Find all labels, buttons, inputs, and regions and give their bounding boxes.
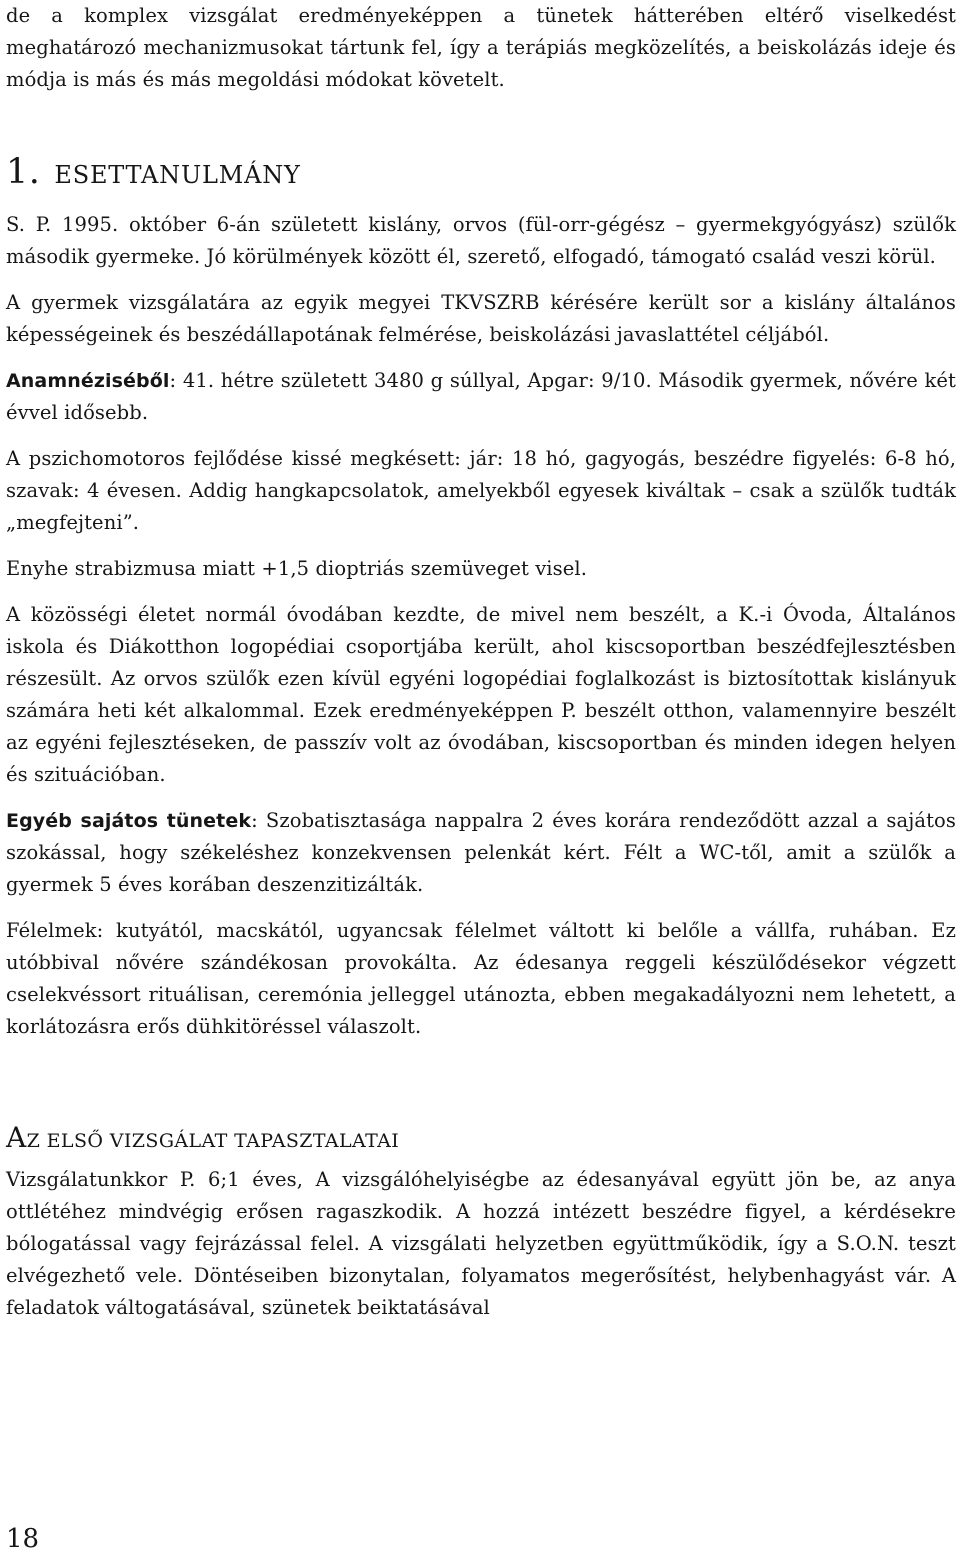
section-title: ESETTANULMÁNY	[54, 161, 301, 189]
section2-title-rest: Z ELSŐ VIZSGÁLAT TAPASZTALATAI	[26, 1130, 400, 1152]
paragraph-psychomotor: A pszichomotoros fejlődése kissé megkésett: jár: 18 hó, gagyogás, beszédre figyelés: 6-8 hó, szavak: 4 évesen. Addig hangkapcsolatok, amelyekből egyesek kiváltak – csak a szülők tudták „megfejteni”.	[6, 447, 956, 534]
section-number: 1.	[6, 152, 41, 192]
section2-title-initial: A	[6, 1121, 27, 1154]
section-heading-case-study	[6, 146, 956, 198]
paragraph-other-symptoms	[6, 805, 956, 901]
anamnesis-text: : 41. hétre született 3480 g súllyal, Apgar: 9/10. Második gyermek, nővére két évvel idősebb.	[6, 369, 956, 424]
paragraph-anamnesis	[6, 365, 956, 429]
other-symptoms-label: Egyéb sajátos tünetek	[6, 810, 252, 832]
paragraph-examination-findings: Vizsgálatunkkor P. 6;1 éves, A vizsgálóhelyiségbe az édesanyával együtt jön be, az anya ottlétéhez mindvégig erősen ragaszkodik. A hozzá intézett beszédre figyel, a kérdésekre bólogatással vagy fejrázással felel. A vizsgálati helyzetben együttműködik, így a S.O.N. teszt elvégezhető vele. Döntéseiben bizonytalan, folyamatos megerősítést, helybenhagyást vár. A feladatok váltogatásával, szünetek beiktatásával	[6, 1168, 956, 1319]
paragraph-patient-intro: S. P. 1995. október 6-án született kislány, orvos (fül-orr-gégész – gyermekgyógyász) szülők második gyermeke. Jó körülmények között él, szerető, elfogadó, támogató család veszi körül.	[6, 213, 956, 268]
paragraph-strabismus: Enyhe strabizmusa miatt +1,5 dioptriás szemüveget visel.	[6, 557, 588, 580]
intro-paragraph: de a komplex vizsgálat eredményeképpen a tünetek hátterében eltérő viselkedést meghatározó mechanizmusokat tártunk fel, így a terápiás megközelítés, a beiskolázás ideje és módja is más és más megoldási módokat követelt.	[6, 4, 956, 91]
paragraph-examination-reason: A gyermek vizsgálatára az egyik megyei TKVSZRB kérésére került sor a kislány általános képességeinek és beszédállapotának felmérése, beiskolázási javaslattétel céljából.	[6, 291, 956, 346]
page-number: 18	[6, 1524, 40, 1554]
paragraph-kindergarten: A közösségi életet normál óvodában kezdte, de mivel nem beszélt, a K.-i Óvoda, Általános iskola és Diákotthon logopédiai csoportjába került, ahol kiscsoportban beszédfejlesztésben részesült. Az orvos szülők ezen kívül egyéni logopédiai foglalkozást is biztosítottak kislányuk számára heti két alkalommal. Ezek eredményeképpen P. beszélt otthon, valamennyire beszélt az egyéni fejlesztéseken, de passzív volt az óvodában, kiscsoportban és minden idegen helyen és szituációban.	[6, 603, 956, 786]
section-heading-first-examination	[6, 1121, 956, 1158]
other-symptoms-text: : Szobatisztasága nappalra 2 éves korára rendeződött azzal a sajátos szokással, hogy székeléshez konzekvensen pelenkát kért. Félt a WC-től, amit a szülők a gyermek 5 éves korában deszenzitizálták.	[6, 809, 956, 896]
paragraph-fears: Félelmek: kutyától, macskától, ugyancsak félelmet váltott ki belőle a vállfa, ruhában. Ez utóbbival nővére szándékosan provokálta. Az édesanya reggeli készülődésekor végzett cselekvéssort rituálisan, ceremónia jelleggel utánozta, ebben megakadályozni nem lehetett, a korlátozásra erős dühkitöréssel válaszolt.	[6, 919, 956, 1038]
document-page	[6, 0, 956, 1324]
anamnesis-label: Anamnéziséből	[6, 370, 170, 392]
